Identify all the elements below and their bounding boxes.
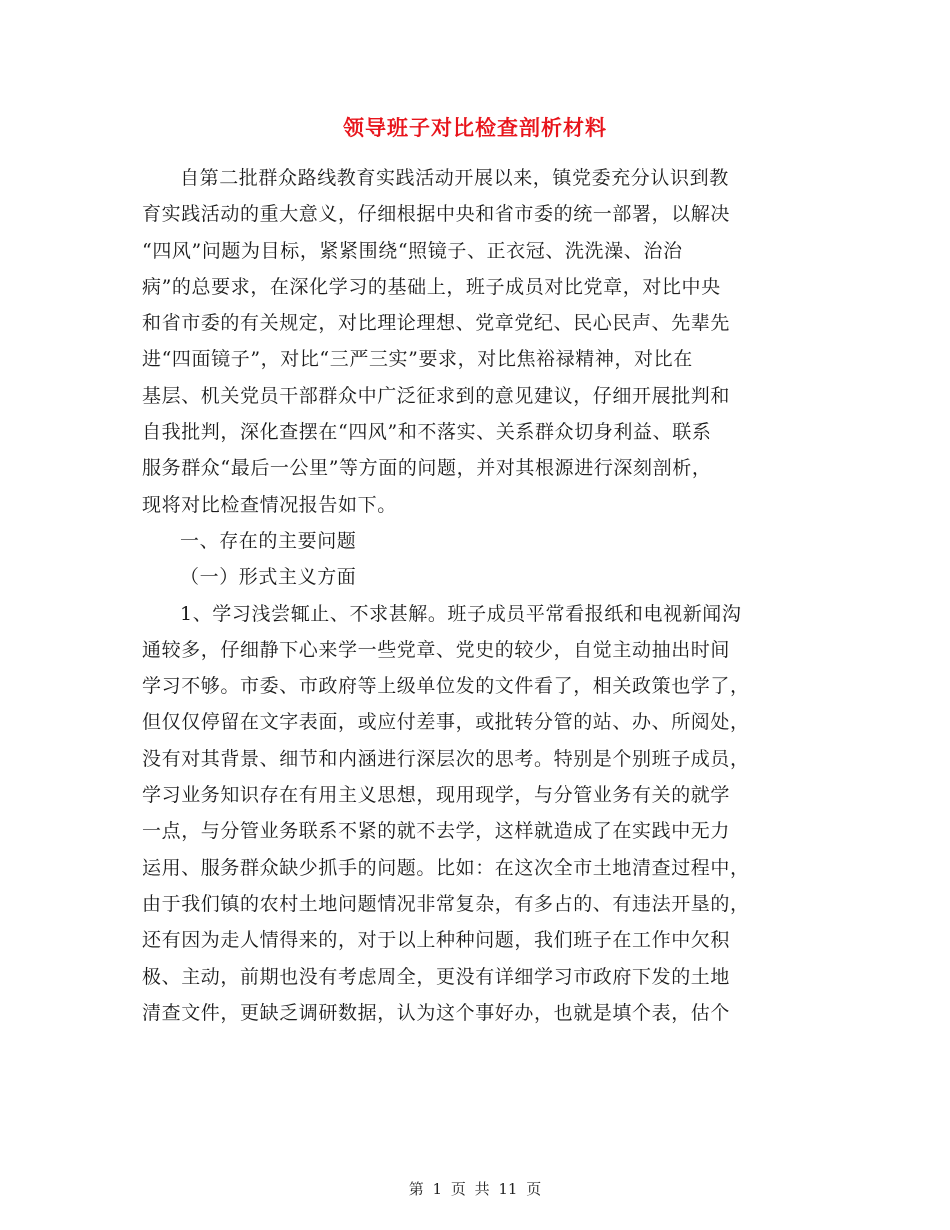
paragraph-line: 没有对其背景、细节和内涵进行深层次的思考。特别是个别班子成员， bbox=[142, 747, 750, 770]
subsection-heading: （一）形式主义方面 bbox=[180, 566, 357, 589]
paragraph-line: 服务群众“最后一公里”等方面的问题，并对其根源进行深刻剖析， bbox=[142, 457, 712, 480]
paragraph-line: 运用、服务群众缺少抓手的问题。比如：在这次全市土地清查过程中， bbox=[142, 856, 750, 879]
paragraph-line: 极、主动，前期也没有考虑周全，更没有详细学习市政府下发的土地 bbox=[142, 965, 731, 988]
paragraph-line: 1、学习浅尝辄止、不求甚解。班子成员平常看报纸和电视新闻沟 bbox=[180, 602, 742, 625]
paragraph-line: 现将对比检查情况报告如下。 bbox=[142, 493, 397, 516]
paragraph-line: 清查文件，更缺乏调研数据，认为这个事好办，也就是填个表，估个 bbox=[142, 1001, 731, 1024]
paragraph-line: 自第二批群众路线教育实践活动开展以来，镇党委充分认识到教 bbox=[180, 167, 729, 189]
paragraph-line: 由于我们镇的农村土地问题情况非常复杂，有多占的、有违法开垦的， bbox=[142, 892, 750, 915]
paragraph-line: 还有因为走人情得来的，对于以上种种问题，我们班子在工作中欠积 bbox=[142, 929, 731, 952]
paragraph-line: 进“四面镜子”，对比“三严三实”要求，对比焦裕禄精神，对比在 bbox=[142, 348, 693, 371]
document-body bbox=[142, 160, 802, 1031]
page-number-footer: 第 1 页 共 11 页 bbox=[408, 1180, 542, 1198]
paragraph-line: “四风”问题为目标，紧紧围绕“照镜子、正衣冠、洗洗澡、治治 bbox=[142, 239, 683, 262]
paragraph-line: 但仅仅停留在文字表面，或应付差事，或批转分管的站、办、所阅处， bbox=[142, 711, 750, 734]
paragraph-line: 和省市委的有关规定，对比理论理想、党章党纪、民心民声、先辈先 bbox=[142, 312, 731, 335]
section-heading: 一、存在的主要问题 bbox=[180, 529, 357, 552]
paragraph-line: 学习业务知识存在有用主义思想，现用现学，与分管业务有关的就学 bbox=[142, 784, 731, 807]
paragraph-line: 育实践活动的重大意义，仔细根据中央和省市委的统一部署，以解决 bbox=[142, 203, 731, 226]
paragraph-line: 通较多，仔细静下心来学一些党章、党史的较少，自觉主动抽出时间 bbox=[142, 638, 731, 661]
paragraph-line: 病”的总要求，在深化学习的基础上，班子成员对比党章，对比中央 bbox=[142, 275, 721, 298]
paragraph-line: 自我批判，深化查摆在“四风”和不落实、关系群众切身利益、联系 bbox=[142, 421, 712, 444]
document-title: 领导班子对比检查剖析材料 bbox=[343, 115, 607, 140]
paragraph-line: 一点，与分管业务联系不紧的就不去学，这样就造成了在实践中无力 bbox=[142, 820, 731, 843]
paragraph-line: 学习不够。市委、市政府等上级单位发的文件看了，相关政策也学了， bbox=[142, 675, 750, 698]
paragraph-line: 基层、机关党员干部群众中广泛征求到的意见建议，仔细开展批判和 bbox=[142, 384, 731, 407]
